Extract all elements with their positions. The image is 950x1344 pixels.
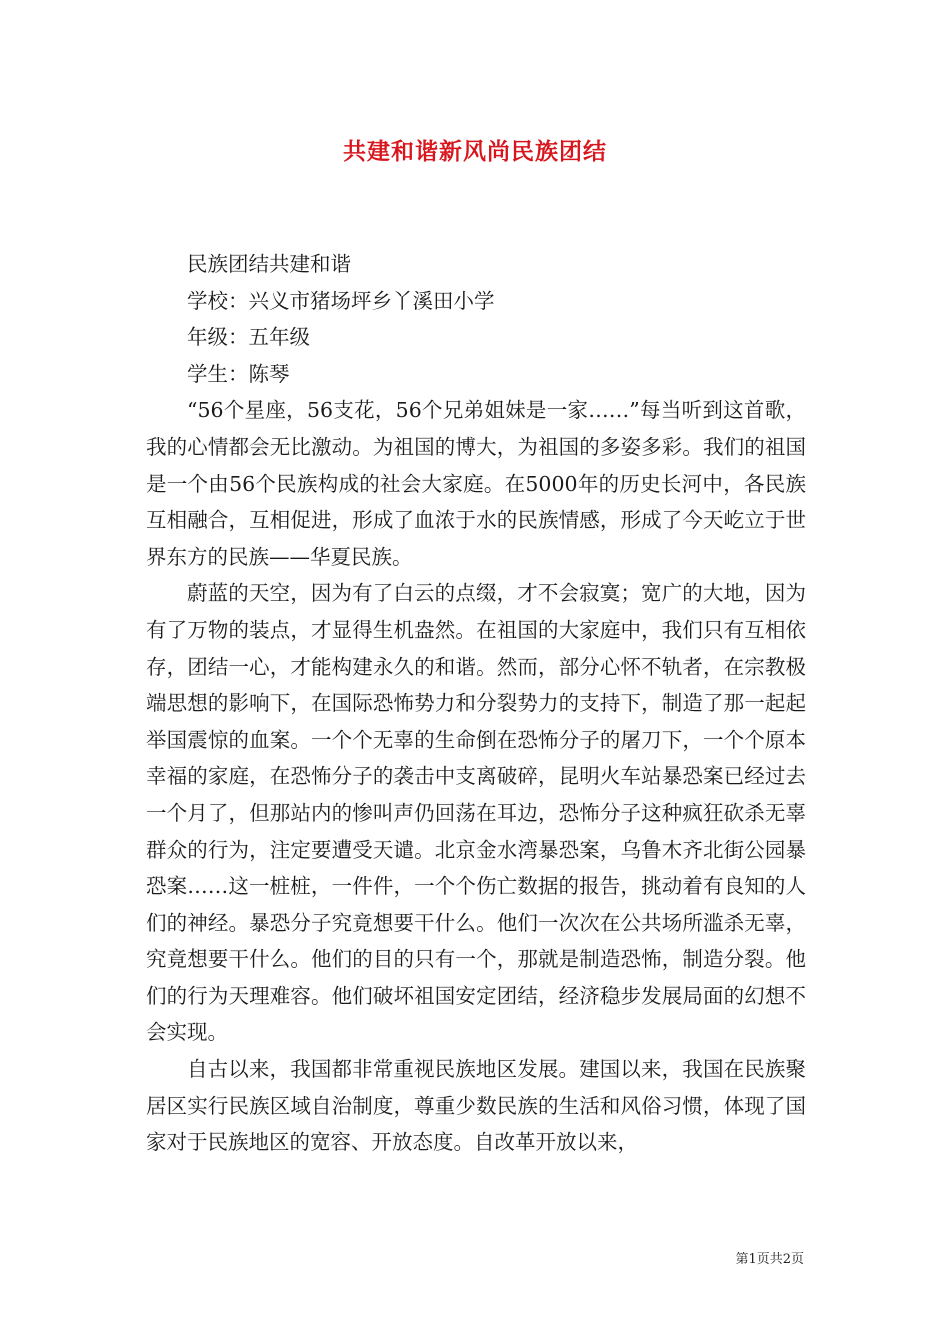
paragraph-2: 蔚蓝的天空，因为有了白云的点缀，才不会寂寞；宽广的大地，因为有了万物的装点，才显得生机盎然。在祖国的大家庭中，我们只有互相依存，团结一心，才能构建永久的和谐。然而，部分心怀不轨者，在宗教极端思想的影响下，在国际恐怖势力和分裂势力的支持下，制造了那一起起举国震惊的血案。一个个无辜的生命倒在恐怖分子的屠刀下，一个个原本幸福的家庭，在恐怖分子的袭击中支离破碎，昆明火车站暴恐案已经过去一个月了，但那站内的惨叫声仍回荡在耳边，恐怖分子这种疯狂砍杀无辜群众的行为，注定要遭受天谴。北京金水湾暴恐案，乌鲁木齐北街公园暴恐案……这一桩桩，一件件，一个个伤亡数据的报告，挑动着有良知的人们的神经。暴恐分子究竟想要干什么。他们一次次在公共场所滥杀无辜，究竟想要干什么。他们的目的只有一个，那就是制造恐怖，制造分裂。他们的行为天理难容。他们破坏祖国安定团结，经济稳步发展局面的幻想不会实现。: [146, 581, 806, 1045]
document-body: [146, 246, 806, 1161]
document-title: 共建和谐新风尚民族团结: [343, 138, 607, 165]
school-line: 学校：兴义市猪场坪乡丫溪田小学: [187, 288, 495, 313]
essay-subtitle: 民族团结共建和谐: [187, 252, 351, 276]
student-line: 学生：陈琴: [187, 361, 290, 386]
paragraph-3: 自古以来，我国都非常重视民族地区发展。建国以来，我国在民族聚居区实行民族区域自治制度，尊重少数民族的生活和风俗习惯，体现了国家对于民族地区的宽容、开放态度。自改革开放以来，: [146, 1057, 806, 1155]
grade-line: 年级：五年级: [187, 325, 310, 350]
page-number-footer: 第1页共2页: [735, 1252, 804, 1267]
paragraph-1: “56个星座，56支花，56个兄弟姐妹是一家……”每当听到这首歌，我的心情都会无比激动。为祖国的博大，为祖国的多姿多彩。我们的祖国是一个由56个民族构成的社会大家庭。在5000年的历史长河中，各民族互相融合，互相促进，形成了血浓于水的民族情感，形成了今天屹立于世界东方的民族——华夏民族。: [146, 398, 806, 569]
